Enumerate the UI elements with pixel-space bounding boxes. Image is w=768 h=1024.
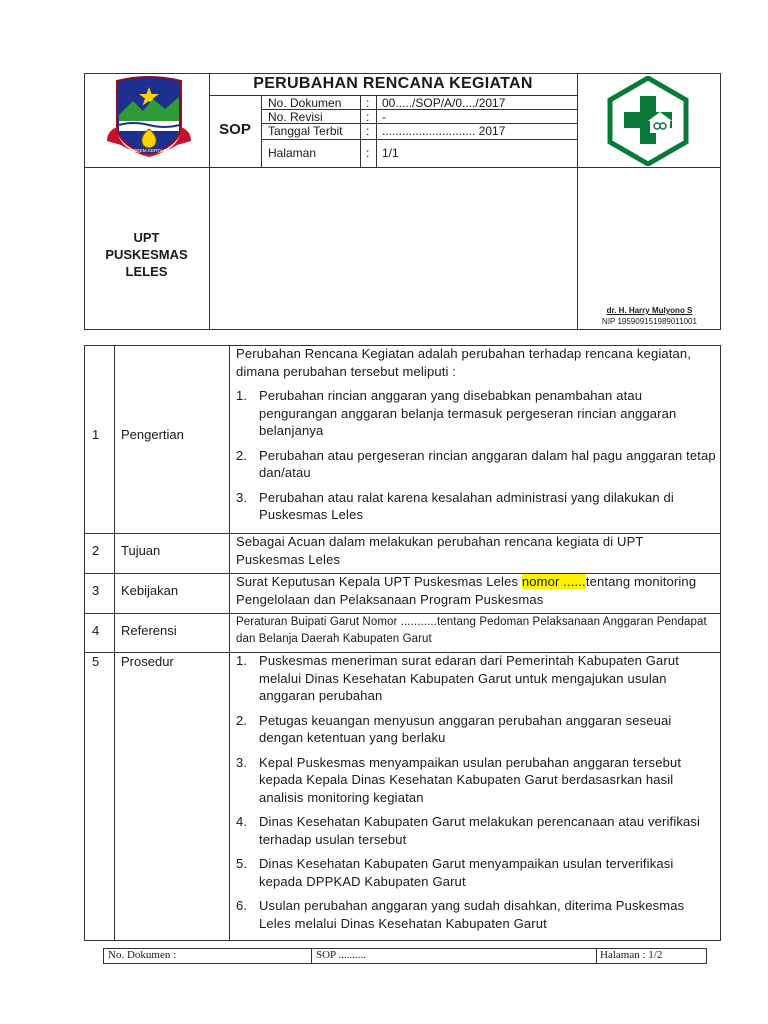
header-divider <box>261 95 262 167</box>
header-divider <box>577 73 578 330</box>
meta-sep: : <box>366 96 370 110</box>
row-label-tujuan: Tujuan <box>121 543 161 558</box>
meta-value-issue-date: ............................ 2017 <box>382 124 506 138</box>
list-item: 3. Kepal Puskesmas menyampaikan usulan perubahan anggaran tersebut kepada Kepala Dinas Kesehatan Kabupaten Garut berdasasrkan hasil analisis monitoring kegiatan <box>236 754 682 805</box>
meta-value-page: 1/1 <box>382 146 399 160</box>
list-item: 2. Petugas keuangan menyusun anggaran perubahan anggaran seseuai dengan ketentuan yang berlaku <box>236 712 672 745</box>
list-item: 1. Perubahan rincian anggaran yang disebabkan penambahan atau pengurangan anggaran belanja termasuk pergeseran rincian anggaran belanjanya <box>236 388 677 438</box>
row-number: 1 <box>92 427 100 442</box>
row-number: 3 <box>92 583 100 598</box>
list-item: 4. Dinas Kesehatan Kabupaten Garut melakukan perencanaan atau verifikasi terhadap usulan tersebut <box>236 814 701 847</box>
meta-sep: : <box>366 146 370 160</box>
procedure-list <box>236 652 716 932</box>
row-number: 5 <box>92 654 100 669</box>
header-divider <box>376 95 377 167</box>
highlighted-text: nomor ...... <box>521 574 586 589</box>
content-divider <box>114 345 115 941</box>
signatory-name: dr. H. Harry Mulyono S <box>606 306 693 315</box>
signatory-nip: NIP 195909151989011001 <box>602 317 697 326</box>
header-divider <box>261 139 577 140</box>
row-label-pengertian: Pengertian <box>121 427 184 442</box>
content-divider <box>229 345 230 941</box>
meta-label-doc-no: No. Dokumen <box>268 96 342 110</box>
header-divider <box>84 167 721 168</box>
footer-page: Halaman : 1/2 <box>600 949 663 961</box>
row-number: 2 <box>92 543 100 558</box>
meta-label-revision: No. Revisi <box>268 110 323 124</box>
footer-divider <box>311 948 312 964</box>
header-divider <box>209 73 210 330</box>
meta-value-revision: - <box>382 110 386 124</box>
footer-divider <box>596 948 597 964</box>
header-divider <box>360 95 361 167</box>
policy-text: Surat Keputusan Kepala UPT Puskesmas Leles nomor ......tentang monitoring Pengelolaan dan Pelaksanaan Program Puskesmas <box>236 574 697 607</box>
svg-text:TATA TENTREM KERTA RAHARJA: TATA TENTREM KERTA RAHARJA <box>112 148 186 153</box>
list-item: 1. Puskesmas meneriman surat edaran dari Pemerintah Kabupaten Garut melalui Dinas Kesehatan Kabupaten Garut untuk mengajukan usulan anggaran perubahan <box>236 653 680 703</box>
meta-sep: : <box>366 124 370 138</box>
row-label-prosedur: Prosedur <box>121 654 174 669</box>
org-name-line: PUSKESMAS <box>105 247 188 262</box>
org-name-line: LELES <box>125 264 168 279</box>
garut-regency-emblem-icon <box>103 75 195 165</box>
org-name-line: UPT <box>133 230 160 245</box>
puskesmas-logo-icon <box>606 76 690 166</box>
org-name <box>84 229 209 280</box>
purpose-text: Sebagai Acuan dalam melakukan perubahan rencana kegiata di UPT Puskesmas Leles <box>236 534 644 567</box>
document-title: PERUBAHAN RENCANA KEGIATAN <box>253 75 533 92</box>
footer-sop: SOP .......... <box>316 949 367 961</box>
sop-label: SOP <box>219 121 251 138</box>
list-item: 3. Perubahan atau ralat karena kesalahan administrasi yang dilakukan di Puskesmas Leles <box>236 489 674 522</box>
meta-value-doc-no: 00...../SOP/A/0..../2017 <box>382 96 506 110</box>
meta-label-page: Halaman <box>268 146 317 160</box>
meta-sep: : <box>366 110 370 124</box>
list-item: 2. Perubahan atau pergeseran rincian anggaran dalam hal pagu anggaran tetap dan/atau <box>236 447 716 480</box>
row-label-referensi: Referensi <box>121 623 177 638</box>
footer-doc-no: No. Dokumen : <box>108 949 177 961</box>
reference-text: Peraturan Buipati Garut Nomor ...........tentang Pedoman Pelaksanaan Anggaran Pendapat dan Belanja Daerah Kabupaten Garut <box>236 616 707 645</box>
row-label-kebijakan: Kebijakan <box>121 583 179 598</box>
list-item: 6. Usulan perubahan anggaran yang sudah disahkan, diterima Puskesmas Leles melalui Dinas Kesehatan Kabupaten Garut <box>236 898 685 931</box>
definition-list <box>236 387 716 524</box>
definition-intro: Perubahan Rencana Kegiatan adalah perubahan terhadap rencana kegiatan, dimana perubahan tersebut meliputi : <box>236 346 692 379</box>
meta-label-issue-date: Tanggal Terbit <box>268 124 343 138</box>
list-item: 5. Dinas Kesehatan Kabupaten Garut menyampaikan usulan terverifikasi kepada DPPKAD Kabupaten Garut <box>236 856 674 889</box>
row-number: 4 <box>92 623 100 638</box>
